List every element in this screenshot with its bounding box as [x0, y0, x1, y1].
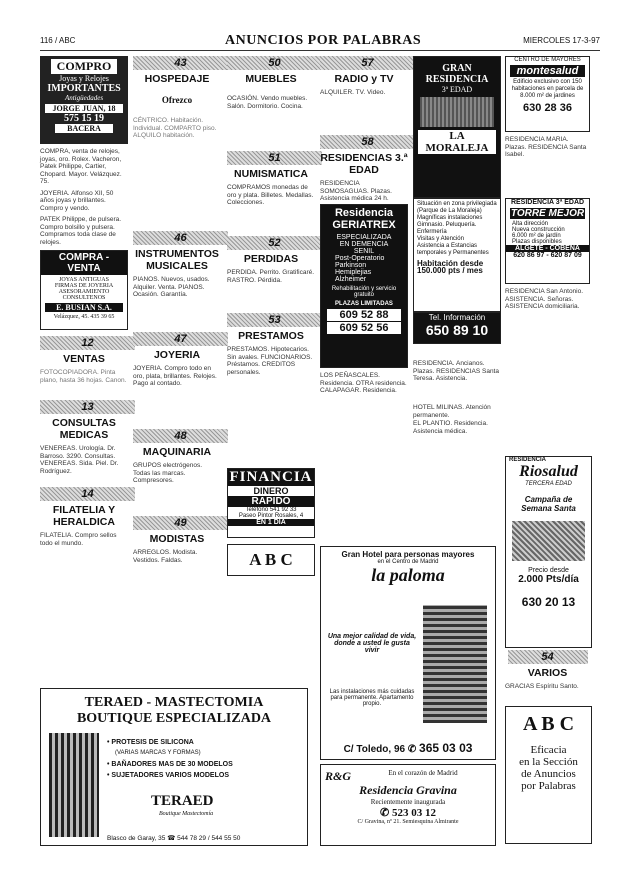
classified-text: FILATELIA. Compro sellos todo el mundo. — [40, 532, 117, 547]
section-perdidas — [227, 236, 315, 265]
gran-residencia-phone — [413, 312, 501, 344]
ad-phone: 620 86 97 - 620 87 09 — [513, 252, 582, 259]
column-1 — [40, 56, 128, 551]
item-text: SUJETADORES VARIOS MODELOS — [111, 772, 229, 779]
ad-line: Alta dirección — [512, 221, 549, 227]
column-4 — [320, 56, 408, 472]
feature-item: Asistencia a Estancias temporales y Permanentes — [417, 243, 489, 256]
column-5 — [413, 56, 501, 454]
phone-icon: ✆ — [380, 807, 392, 819]
price-label: Precio desde — [528, 567, 569, 574]
rg-logo-icon: R&G — [325, 769, 352, 783]
compro-joyas-ad — [40, 56, 128, 144]
teraed-logo: TERAED — [151, 793, 214, 809]
classified-text: JOYERIA. Compro todo en oro, plata, brillantes. Relojes. Pago al contado. — [133, 365, 217, 387]
section-instrumentos — [133, 231, 221, 272]
ad-phone: 365 03 03 — [419, 741, 473, 755]
ad-line: 6.000 m² de jardín — [512, 233, 561, 239]
ad-name: TORRE MEJOR — [510, 208, 585, 219]
residencia-gravina-ad — [320, 764, 496, 846]
section-number: 43 — [133, 56, 228, 70]
ad-phone: 575 15 19 — [64, 113, 104, 124]
section-filatelia — [40, 487, 128, 528]
ad-note: Edificio exclusivo con 150 habitaciones en parcela de 8.000 m² de jardines — [511, 79, 584, 99]
ad-title: GRAN — [442, 63, 472, 74]
section-number: 58 — [320, 135, 415, 149]
ad-title: FINANCIA — [229, 469, 313, 485]
ad-name: la paloma — [371, 565, 445, 585]
ad-phone: 609 52 88 — [327, 309, 401, 321]
ad-title: Gran Hotel para personas mayores — [341, 550, 475, 559]
ad-address: C/ Toledo, 96 — [343, 744, 406, 755]
ad-line: IMPORTANTES — [47, 83, 121, 94]
section-number: 14 — [40, 487, 135, 501]
section-title: PRESTAMOS — [238, 330, 304, 342]
bullet-icon: • — [107, 739, 112, 746]
classified-text: PERDIDA. Perrito. Gratificaré. RASTRO. Pérdida. — [227, 269, 315, 284]
ad-line: EN DEMENCIA — [339, 241, 389, 248]
section-title: NUMISMATICA — [234, 168, 308, 180]
ad-line: CONSULTENOS — [62, 295, 106, 301]
ad-intro: En el corazón de Madrid — [388, 769, 458, 777]
ad-title: TERAED - MASTECTOMIA — [84, 695, 264, 710]
ad-phone: 630 28 36 — [523, 102, 572, 114]
section-title: FILATELIA Y HERALDICA — [52, 504, 116, 528]
ofrezco-label: Ofrezco — [161, 95, 193, 105]
price-label: Habitación desde — [417, 259, 484, 268]
ad-line: Antigüedades — [64, 94, 104, 102]
classified-text: RESIDENCIA MARIA. Plazas. RESIDENCIA Santa Isabel. — [505, 136, 587, 158]
section-title: RADIO y TV — [334, 73, 394, 85]
section-number: 48 — [133, 429, 228, 443]
section-radio-tv — [320, 56, 408, 85]
torre-mejor-ad — [505, 198, 590, 284]
section-number: 57 — [320, 56, 415, 70]
section-prestamos — [227, 313, 315, 342]
ad-line: SENIL — [353, 248, 375, 255]
phone-icon: ✆ — [407, 744, 417, 755]
logo-subtitle: Boutique Mastectomía — [159, 811, 214, 817]
column-2 — [133, 56, 221, 568]
column-3 — [227, 56, 315, 576]
gran-residencia-features — [413, 198, 501, 312]
section-title: VENTAS — [63, 353, 105, 365]
feature-item: Magníficas instalaciones — [417, 215, 483, 221]
ad-address: Paseo Pintor Rosales, 4 — [238, 513, 304, 519]
section-number: 51 — [227, 151, 322, 165]
section-title: MUEBLES — [245, 73, 297, 85]
bullet-icon: • — [107, 761, 112, 768]
section-number: 13 — [40, 400, 135, 414]
section-number: 54 — [508, 650, 588, 664]
classified-text: PRESTAMOS. Hipotecarios. Sin avales. FUNCIONARIOS. Préstamos. CREDITOS personales. — [227, 346, 313, 376]
section-title: PERDIDAS — [243, 253, 299, 265]
classified-text: PIANOS. Nuevos, usados. Alquiler. Venta. PIANOS. Ocasión. Garantía. — [133, 276, 210, 298]
ad-line: en el Centro de Madrid — [377, 559, 439, 565]
feature-item: Visitas y Atención — [417, 236, 464, 242]
section-numismatica — [227, 151, 315, 180]
ad-label: RESIDENCIA — [509, 457, 547, 463]
ad-line: Parkinson — [335, 262, 367, 269]
ad-line: Hemiplejias — [335, 269, 372, 276]
ad-line: Post-Operatorio — [335, 255, 385, 262]
ad-line: 3ª EDAD — [441, 85, 473, 94]
compra-venta-ad — [40, 250, 128, 330]
abc-logo: A B C — [522, 713, 575, 735]
ad-name: LA MORALEJA — [418, 130, 496, 154]
gravina-phone-row — [321, 806, 495, 819]
ad-tag: EN 1 DIA — [228, 519, 314, 526]
bullet-icon: • — [107, 772, 112, 779]
classified-text: GRUPOS electrógenos. Todas las marcas. Compresores. — [133, 462, 203, 484]
section-title: MAQUINARIA — [142, 446, 212, 458]
ad-address: JORGE JUAN, 18 — [45, 104, 123, 113]
page-title: ANUNCIOS POR PALABRAS — [225, 33, 422, 48]
section-joyeria — [133, 332, 221, 361]
ad-note: PLAZAS LIMITADAS — [335, 301, 393, 307]
section-modistas — [133, 516, 221, 545]
ad-address: Blasco de Garay, 35 ☎ 544 78 29 / 544 55 50 — [107, 835, 241, 842]
classified-text: VENEREAS. Urología. Dr. Barroso. 3290. Consultas. VENEREAS. Sida. Piel. Dr. Rodríguez. — [40, 445, 119, 475]
gran-residencia-ad — [413, 56, 501, 198]
ad-title: Residencia GERIATREX — [332, 207, 396, 231]
classified-text: FOTOCOPIADORA. Pinta plano, hasta 36 hojas. Canon. — [40, 369, 127, 384]
ad-line: Joyas y Relojes — [59, 74, 109, 83]
section-varios-block — [505, 650, 590, 695]
ad-label: CENTRO DE MAYORES — [514, 57, 581, 63]
ad-line: Alzheimer — [335, 276, 367, 283]
montesalud-ad — [505, 56, 590, 132]
classified-text: HOTEL MILINAS. Atención permanente. — [413, 404, 491, 419]
ad-line: Recientemente inaugurada — [370, 798, 446, 806]
classified-text: ARREGLOS. Modista. Vestidos. Faldas. — [133, 549, 198, 564]
ad-line: DINERO — [253, 486, 289, 496]
list-item — [107, 770, 233, 781]
classified-text: CÉNTRICO. Habitación. Individual. COMPARTO piso. ALQUILO habitación. — [133, 117, 217, 139]
la-paloma-ad — [320, 546, 496, 760]
ad-line: ESPECIALIZADA — [336, 234, 392, 241]
ad-title: COMPRA - VENTA — [41, 251, 127, 275]
section-number: 46 — [133, 231, 228, 245]
ad-line: Nueva construcción — [512, 227, 565, 233]
page-header — [40, 34, 600, 51]
section-title: JOYERIA — [153, 349, 201, 361]
section-number: 47 — [133, 332, 228, 346]
classified-text: COMPRA, venta de relojes, joyas, oro. Rolex. Vacheron, Patek Philippe, Cartier, Chopard. Mayor. Velázquez. 75. — [40, 148, 122, 185]
ad-line: ASESORAMIENTO — [58, 289, 110, 295]
ad-line: en la Sección — [519, 756, 578, 768]
classified-text: OCASIÓN. Vendo muebles. Salón. Dormitorio. Cocina. — [227, 95, 308, 110]
ad-line: de Anuncios — [521, 768, 576, 780]
ad-line: Plazas disponibles — [512, 239, 562, 245]
phone-label: Tel. Información — [428, 313, 486, 322]
section-varios — [505, 650, 590, 679]
ad-line: TERCERA EDAD — [525, 481, 572, 487]
classified-text: COMPRAMOS monedas de oro y plata. Billetes. Medallas. Colecciones. — [227, 184, 314, 206]
section-number: 52 — [227, 236, 322, 250]
ad-name: montesalud — [510, 65, 585, 77]
ad-phone: 609 52 56 — [327, 322, 401, 334]
column-6 — [505, 56, 590, 364]
ad-line: Eficacia — [530, 744, 567, 756]
price-value: 150.000 pts / mes — [417, 266, 483, 275]
section-residencias — [320, 135, 408, 176]
residence-image — [420, 97, 494, 127]
classified-text: LOS PEÑASCALES. Residencia. OTRA residencia. CALAPAGAR. Residencia. — [320, 372, 407, 394]
ad-phone: 630 20 13 — [521, 595, 576, 609]
riosalud-ad — [505, 456, 592, 648]
teraed-ad — [40, 688, 308, 846]
ad-name: E. BUSIAN S.A. — [45, 303, 123, 312]
section-maquinaria — [133, 429, 221, 458]
ad-slogan: Una mejor calidad de vida, donde a usted le gusta vivir — [327, 633, 417, 654]
section-title: RESIDENCIAS 3.ª EDAD — [320, 152, 408, 176]
ad-title: BOUTIQUE ESPECIALIZADA — [76, 711, 272, 726]
section-title: CONSULTAS MEDICAS — [52, 417, 116, 441]
section-title: INSTRUMENTOS MUSICALES — [135, 248, 219, 272]
ad-brand: BACERA — [55, 124, 113, 133]
classified-text: RESIDENCIA SOMOSAGUAS. Plazas. Asistencia médica 24 h. — [320, 180, 392, 202]
classified-text: ALQUILER. TV. Video. — [320, 89, 386, 96]
classified-text: GRACIAS Espíritu Santo. — [505, 683, 579, 690]
section-number: 12 — [40, 336, 135, 350]
list-item — [107, 737, 233, 748]
classified-text: PATEK Philippe, de pulsera. Compro bolsillo y pulsera. Compramos toda clase de relojes. — [40, 216, 122, 246]
ad-phone: Teléfono 541 92 33 — [245, 507, 297, 513]
section-number: 53 — [227, 313, 322, 327]
section-title: MODISTAS — [149, 533, 205, 545]
ad-title: COMPRO — [51, 59, 117, 74]
page-date: MIERCOLES 17-3-97 — [523, 36, 600, 45]
ad-note: Rehabilitación y servicio gratuito — [331, 286, 397, 298]
residence-image — [512, 521, 585, 561]
item-text: PROTESIS DE SILICONA — [111, 739, 194, 746]
item-text: BAÑADORES MAS DE 30 MODELOS — [111, 761, 233, 768]
section-hospedaje — [133, 56, 221, 85]
ad-phone: Velázquez, 45. 435 39 65 — [53, 314, 115, 320]
ad-address: C/ Gravina, nº 21. Semiesquina Almirante — [357, 819, 459, 825]
abc-logo-box: A B C — [227, 544, 315, 576]
feature-item: Gimnasio. Peluquería. Enfermería — [417, 222, 477, 235]
geriatrex-ad — [320, 204, 408, 368]
ad-note: Las instalaciones más cuidadas para permanente. Apartamento propio. — [329, 689, 415, 707]
section-number: 49 — [133, 516, 228, 530]
ad-line: JOYAS ANTIGUAS — [59, 277, 109, 283]
price-value: 2.000 Pts/día — [518, 574, 579, 585]
ad-name: Residencia Gravina — [359, 783, 457, 797]
ad-name: Riosalud — [519, 463, 578, 480]
ad-place: ALGETE - COBEÑA — [506, 245, 589, 252]
section-ventas — [40, 336, 128, 365]
section-consultas-medicas — [40, 400, 128, 441]
feature-item: Situación en zona privilegiada (Parque de La Moraleja) — [417, 201, 497, 214]
financia-ad — [227, 468, 315, 538]
ad-line: FIRMAS DE JOYERIA — [54, 283, 114, 289]
page-number: 116 / ABC — [40, 36, 76, 45]
model-image — [49, 733, 99, 837]
ad-offer: Campaña de Semana Santa — [521, 495, 576, 513]
ad-label: RESIDENCIA 3ª EDAD — [510, 199, 585, 206]
ad-phone: 523 03 12 — [391, 807, 436, 819]
abc-eficacia-ad — [505, 706, 592, 844]
section-title: VARIOS — [527, 667, 568, 679]
classified-text: JOYERIA. Alfonso XII, 50 años joyas y brillantes. Compro y vendo. — [40, 189, 114, 212]
item-text: (VARIAS MARCAS Y FORMAS) — [115, 750, 201, 756]
ad-line: RAPIDO — [228, 496, 314, 507]
ad-line: por Palabras — [521, 780, 576, 792]
classified-text: RESIDENCIA. Ancianos. Plazas. RESIDENCIAS Santa Teresa. Asistencia. — [413, 360, 499, 382]
ad-title: RESIDENCIA — [425, 74, 489, 85]
building-image — [423, 605, 487, 723]
section-muebles — [227, 56, 315, 85]
classified-text: EL PLANTIO. Residencia. Asistencia médica. — [413, 420, 488, 435]
classified-text: RESIDENCIA San Antonio. ASISTENCIA. Señoras. ASISTENCIA domiciliaria. — [505, 288, 584, 310]
list-item — [107, 759, 233, 770]
ad-phone: 650 89 10 — [425, 322, 489, 338]
section-title: HOSPEDAJE — [144, 73, 210, 85]
section-number: 50 — [227, 56, 322, 70]
